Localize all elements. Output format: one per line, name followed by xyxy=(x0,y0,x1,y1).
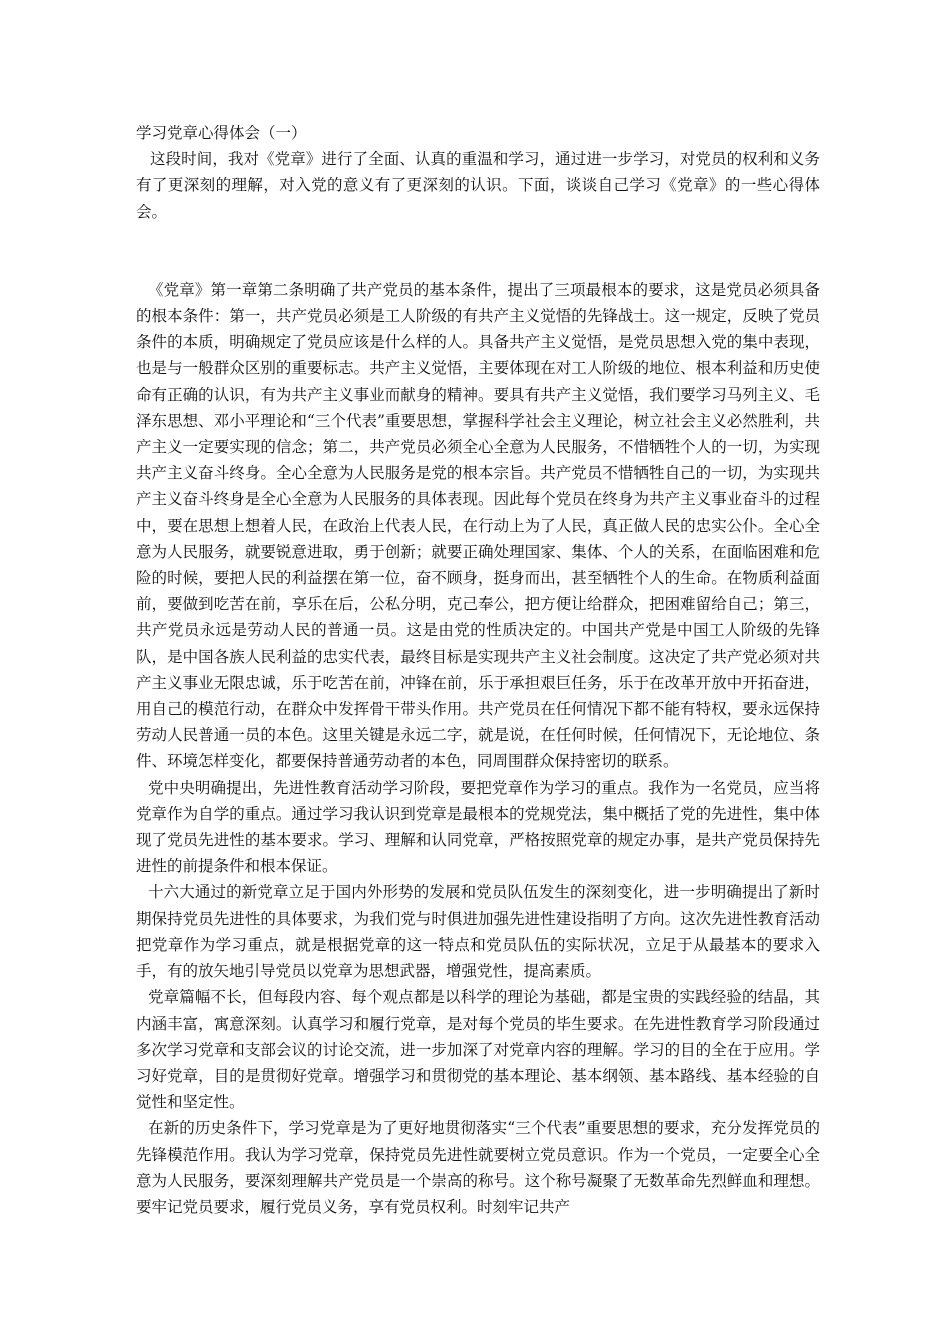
body-paragraph-1: 《党章》第一章第二条明确了共产党员的基本条件，提出了三项最根本的要求，这是党员必须具备的根本条件：第一，共产党员必须是工人阶级的有共产主义觉悟的先锋战士。这一规定，反映了党员条件的本质，明确规定了党员应该是什么样的人。具备共产主义觉悟，是党员思想入党的集中表现，也是与一般群众区别的重要标志。共产主义觉悟，主要体现在对工人阶级的地位、根本利益和历史使命有正确的认识，有为共产主义事业而献身的精神。要具有共产主义觉悟，我们要学习马列主义、毛泽东思想、邓小平理论和“三个代表”重要思想，掌握科学社会主义理论，树立社会主义必然胜利，共产主义一定要实现的信念；第二，共产党员必须全心全意为人民服务，不惜牺牲个人的一切，为实现共产主义奋斗终身。全心全意为人民服务是党的根本宗旨。共产党员不惜牺牲自己的一切，为实现共产主义奋斗终身是全心全意为人民服务的具体表现。因此每个党员在终身为共产主义事业奋斗的过程中，要在思想上想着人民，在政治上代表人民，在行动上为了人民，真正做人民的忠实公仆。全心全意为人民服务，就要锐意进取，勇于创新；就要正确处理国家、集体、个人的关系，在面临困难和危险的时候，要把人民的利益摆在第一位，奋不顾身，挺身而出，甚至牺牲个人的生命。在物质利益面前，要做到吃苦在前，享乐在后，公私分明，克己奉公，把方便让给群众，把困难留给自己；第三，共产党员永远是劳动人民的普通一员。这是由党的性质决定的。中国共产党是中国工人阶级的先锋队，是中国各族人民利益的忠实代表，最终目标是实现共产主义社会制度。这决定了共产党必须对共产主义事业无限忠诚，乐于吃苦在前，冲锋在前，乐于承担艰巨任务，乐于在改革开放中开拓奋进，用自己的模范行动，在群众中发挥骨干带头作用。共产党员在任何情况下都不能有特权，要永远保持劳动人民普通一员的本色。这里关键是永远二字，就是说，在任何时候，任何情况下，无论地位、条件、环境怎样变化，都要保持普通劳动者的本色，同周围群众保持密切的联系。 xyxy=(136,280,820,771)
intro-paragraph: 这段时间，我对《党章》进行了全面、认真的重温和学习，通过进一步学习，对党员的权利和义务有了更深刻的理解，对入党的意义有了更深刻的认识。下面，谈谈自己学习《党章》的一些心得体会。 xyxy=(136,150,820,221)
body-paragraph-5: 在新的历史条件下，学习党章是为了更好地贯彻落实“三个代表”重要思想的要求，充分发挥党员的先锋模范作用。我认为学习党章，保持党员先进性就要树立党员意识。作为一个党员，一定要全心全意为人民服务，要深刻理解共产党员是一个崇高的称号。这个称号凝聚了无数革命先烈鲜血和理想。要牢记党员要求，履行党员义务，享有党员权利。时刻牢记共产 xyxy=(136,1119,820,1216)
body-paragraph-3: 十六大通过的新党章立足于国内外形势的发展和党员队伍发生的深刻变化，进一步明确提出了新时期保持党员先进性的具体要求，为我们党与时俱进加强先进性建设指明了方向。这次先进性教育活动把党章作为学习重点，就是根据党章的这一特点和党员队伍的实际状况，立足于从最基本的要求入手，有的放矢地引导党员以党章为思想武器，增强党性，提高素质。 xyxy=(136,883,820,981)
document-title: 学习党章心得体会（一） xyxy=(136,124,307,142)
body-paragraph-4: 党章篇幅不长，但每段内容、每个观点都是以科学的理论为基础，都是宝贵的实践经验的结晶，其内涵丰富，寓意深刻。认真学习和履行党章，是对每个党员的毕生要求。在先进性教育学习阶段通过多次学习党章和支部会议的讨论交流，进一步加深了对党章内容的理解。学习的目的全在于应用。学习好党章，目的是贯彻好党章。增强学习和贯彻党的基本理论、基本纲领、基本路线、基本经验的自觉性和坚定性。 xyxy=(136,988,820,1112)
paragraph-spacer xyxy=(136,225,820,277)
body-paragraph-2: 党中央明确提出，先进性教育活动学习阶段，要把党章作为学习的重点。我作为一名党员，应当将党章作为自学的重点。通过学习我认识到党章是最根本的党规党法，集中概括了党的先进性，集中体现了党员先进性的基本要求。学习、理解和认同党章，严格按照党章的规定办事，是共产党员保持先进性的前提条件和根本保证。 xyxy=(136,778,820,876)
document-page xyxy=(136,120,820,1220)
